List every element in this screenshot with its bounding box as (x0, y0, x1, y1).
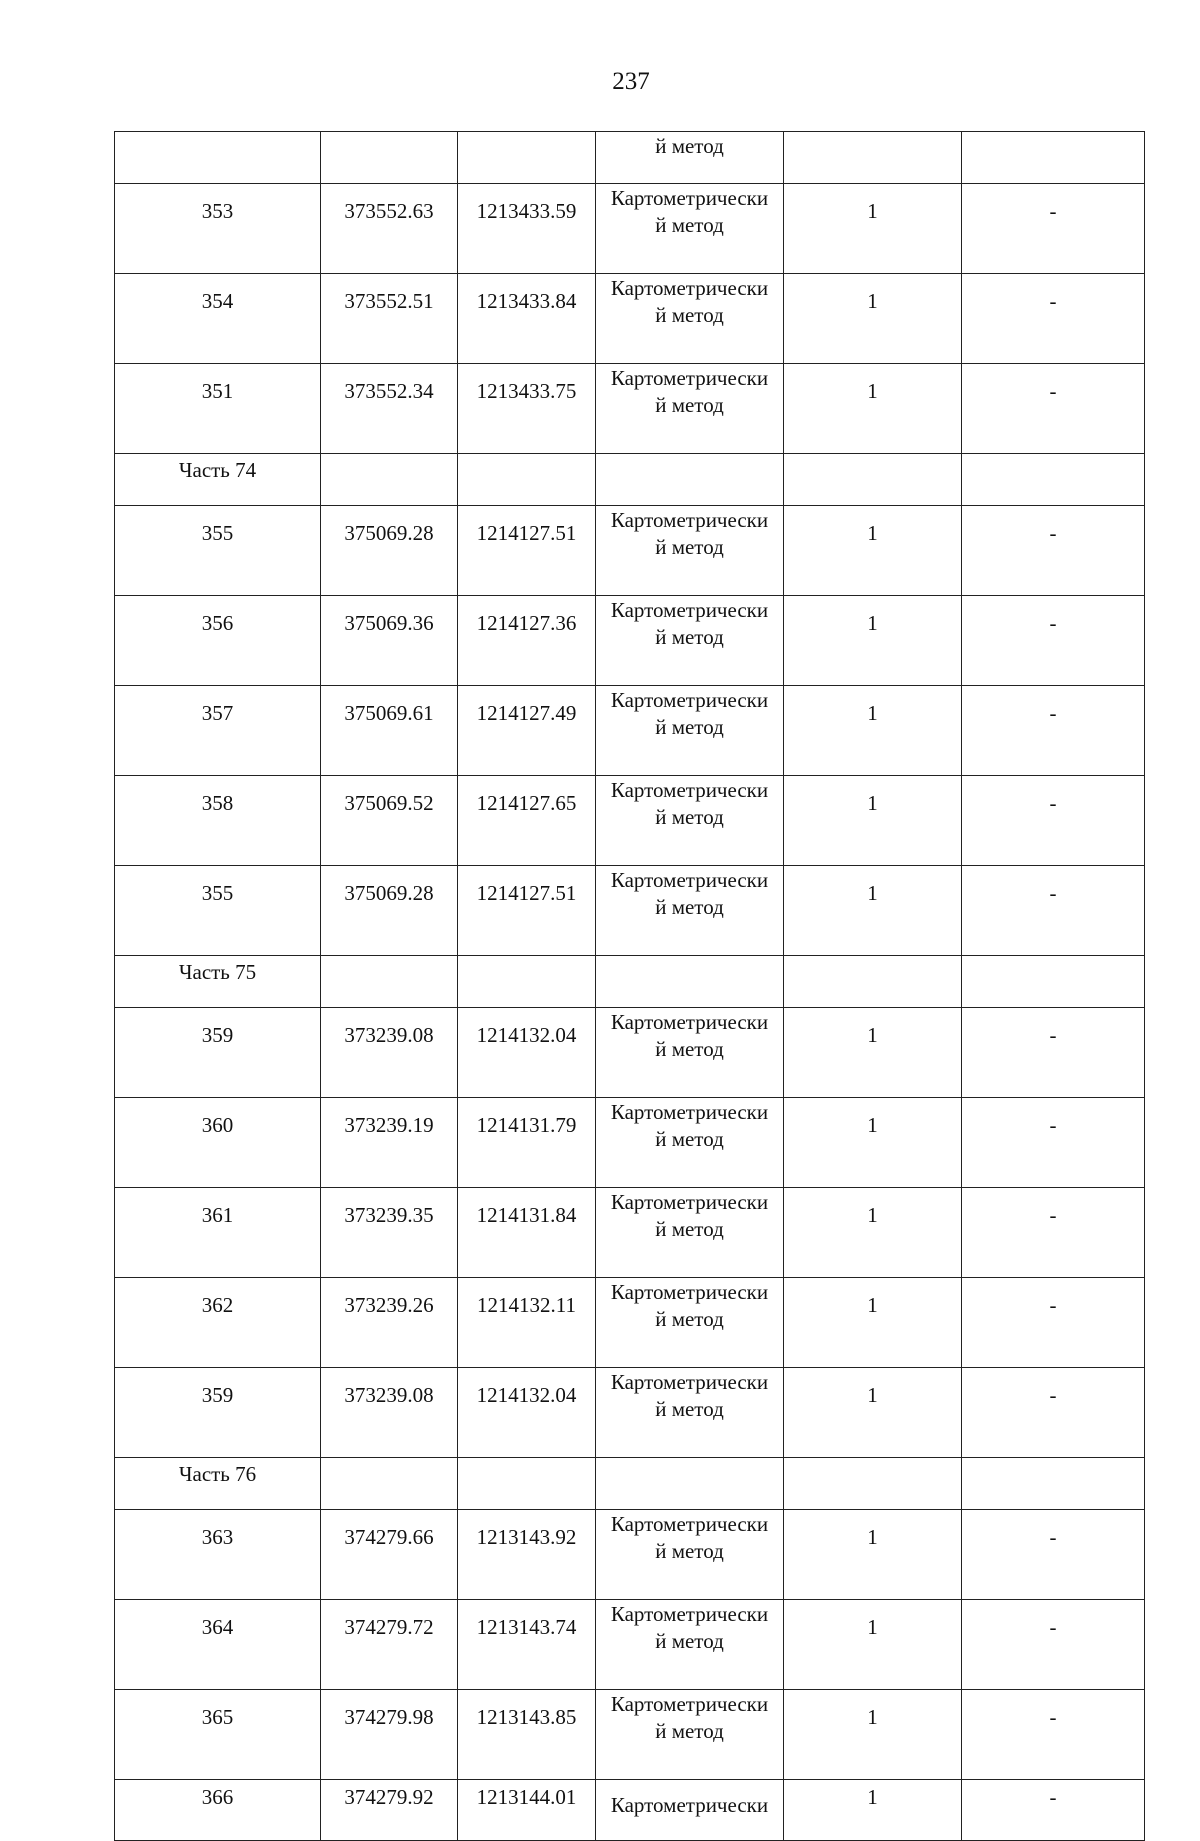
table-row (115, 1780, 1145, 1841)
table-row (115, 506, 1145, 596)
empty-cell (784, 956, 962, 1008)
cell-method (596, 274, 784, 364)
cell-method (596, 1510, 784, 1600)
cell-method (596, 1368, 784, 1458)
table-row (115, 1008, 1145, 1098)
cell-note: - (962, 1098, 1145, 1188)
method-line-1: Картометрически (610, 1370, 769, 1394)
cell-point: 355 (115, 866, 321, 956)
method-line-2: й метод (655, 1629, 724, 1653)
cell-y: 1214127.51 (458, 866, 596, 956)
cell-y: 1213143.74 (458, 1600, 596, 1690)
method-line-1: Картометрически (610, 1602, 769, 1626)
cell-y: 1213144.01 (458, 1780, 596, 1841)
cell-accuracy: 1 (784, 1188, 962, 1278)
method-line-1: Картометрически (610, 1280, 769, 1304)
empty-cell (321, 1458, 458, 1510)
table-row (115, 1278, 1145, 1368)
method-line-2: й метод (655, 1037, 724, 1061)
cell-y: 1213143.92 (458, 1510, 596, 1600)
table-row (115, 274, 1145, 364)
method-line-2: й метод (655, 895, 724, 919)
method-line-2: й метод (655, 1539, 724, 1563)
cell-accuracy: 1 (784, 776, 962, 866)
part-header-row (115, 956, 1145, 1008)
cell-accuracy: 1 (784, 1600, 962, 1690)
method-line-2: й метод (655, 1397, 724, 1421)
cell-y: 1214131.79 (458, 1098, 596, 1188)
cell-y: 1213433.84 (458, 274, 596, 364)
cell-point: 351 (115, 364, 321, 454)
cell-method (596, 1690, 784, 1780)
cell-note: - (962, 1690, 1145, 1780)
cell-accuracy (784, 132, 962, 184)
empty-cell (962, 956, 1145, 1008)
method-line-1: Картометрически (610, 366, 769, 390)
continuation-row (115, 132, 1145, 184)
cell-x: 374279.72 (321, 1600, 458, 1690)
cell-method (596, 776, 784, 866)
cell-accuracy: 1 (784, 596, 962, 686)
cell-x: 375069.61 (321, 686, 458, 776)
coordinates-table (114, 131, 1145, 1841)
table-row (115, 866, 1145, 956)
empty-cell (596, 454, 784, 506)
cell-point: 361 (115, 1188, 321, 1278)
table-row (115, 364, 1145, 454)
method-line-2: й метод (655, 213, 724, 237)
empty-cell (321, 454, 458, 506)
method-line-2: й метод (655, 1127, 724, 1151)
cell-y: 1214127.36 (458, 596, 596, 686)
table-row (115, 1510, 1145, 1600)
empty-cell (962, 1458, 1145, 1510)
cell-x: 374279.66 (321, 1510, 458, 1600)
empty-cell (596, 956, 784, 1008)
cell-point: 362 (115, 1278, 321, 1368)
method-line-2: й метод (655, 1307, 724, 1331)
cell-y: 1213433.59 (458, 184, 596, 274)
method-line-2: й метод (655, 1217, 724, 1241)
page-number: 237 (612, 68, 650, 95)
cell-accuracy: 1 (784, 274, 962, 364)
cell-point: 364 (115, 1600, 321, 1690)
method-line-1: Картометрически (610, 1190, 769, 1214)
cell-y: 1214132.11 (458, 1278, 596, 1368)
table-row (115, 1600, 1145, 1690)
cell-note: - (962, 1008, 1145, 1098)
cell-point: 365 (115, 1690, 321, 1780)
empty-cell (458, 454, 596, 506)
cell-accuracy: 1 (784, 1780, 962, 1841)
part-label: Часть 74 (115, 454, 321, 506)
cell-note: - (962, 776, 1145, 866)
cell-method (596, 1600, 784, 1690)
cell-method (596, 506, 784, 596)
cell-y: 1214127.51 (458, 506, 596, 596)
cell-x: 374279.98 (321, 1690, 458, 1780)
cell-x: 373239.08 (321, 1008, 458, 1098)
method-line-2: й метод (655, 715, 724, 739)
cell-x: 374279.92 (321, 1780, 458, 1841)
method-line-1: Картометрически (610, 508, 769, 532)
cell-accuracy: 1 (784, 1098, 962, 1188)
empty-cell (784, 454, 962, 506)
empty-cell (458, 1458, 596, 1510)
cell-accuracy: 1 (784, 1278, 962, 1368)
method-line-1: Картометрически (610, 276, 769, 300)
cell-y: 1213143.85 (458, 1690, 596, 1780)
cell-method (596, 1188, 784, 1278)
method-line-2: й метод (655, 303, 724, 327)
cell-note: - (962, 1278, 1145, 1368)
method-line-1: Картометрически (610, 688, 769, 712)
cell-method (596, 1098, 784, 1188)
cell-accuracy: 1 (784, 866, 962, 956)
cell-x: 373239.19 (321, 1098, 458, 1188)
cell-note: - (962, 1510, 1145, 1600)
method-line-1: Картометрически (610, 1100, 769, 1124)
method-line-1: Картометрически (610, 598, 769, 622)
cell-point: 360 (115, 1098, 321, 1188)
cell-accuracy: 1 (784, 184, 962, 274)
cell-accuracy: 1 (784, 506, 962, 596)
part-header-row (115, 1458, 1145, 1510)
method-line-2: й метод (655, 535, 724, 559)
cell-point: 353 (115, 184, 321, 274)
cell-method (596, 686, 784, 776)
cell-note: - (962, 1368, 1145, 1458)
table-body (115, 132, 1145, 1841)
cell-method (596, 184, 784, 274)
cell-x: 375069.36 (321, 596, 458, 686)
method-line-1: Картометрически (610, 1010, 769, 1034)
table-row (115, 776, 1145, 866)
cell-x: 375069.52 (321, 776, 458, 866)
cell-note (962, 132, 1145, 184)
cell-note: - (962, 274, 1145, 364)
cell-point: 357 (115, 686, 321, 776)
empty-cell (962, 454, 1145, 506)
cell-point: 355 (115, 506, 321, 596)
table-row (115, 1690, 1145, 1780)
cell-note: - (962, 364, 1145, 454)
cell-y: 1214127.49 (458, 686, 596, 776)
cell-y: 1213433.75 (458, 364, 596, 454)
part-header-row (115, 454, 1145, 506)
method-line-1: Картометрически (610, 1512, 769, 1536)
cell-x: 375069.28 (321, 506, 458, 596)
method-line-1: Картометрически (610, 1793, 769, 1817)
cell-accuracy: 1 (784, 1510, 962, 1600)
cell-point: 359 (115, 1368, 321, 1458)
cell-method (596, 1780, 784, 1841)
cell-x: 373239.26 (321, 1278, 458, 1368)
cell-note: - (962, 1188, 1145, 1278)
method-line-1: Картометрически (610, 868, 769, 892)
cell-accuracy: 1 (784, 1008, 962, 1098)
cell-y: 1214131.84 (458, 1188, 596, 1278)
cell-y: 1214132.04 (458, 1368, 596, 1458)
cell-y: 1214132.04 (458, 1008, 596, 1098)
empty-cell (596, 1458, 784, 1510)
empty-cell (458, 956, 596, 1008)
cell-accuracy: 1 (784, 364, 962, 454)
cell-x: 373552.51 (321, 274, 458, 364)
cell-method (596, 1008, 784, 1098)
cell-point: 363 (115, 1510, 321, 1600)
empty-cell (321, 956, 458, 1008)
cell-x: 373239.35 (321, 1188, 458, 1278)
method-line-1: Картометрически (610, 186, 769, 210)
table-row (115, 1188, 1145, 1278)
method-line-2: й метод (655, 393, 724, 417)
cell-y: 1214127.65 (458, 776, 596, 866)
cell-x (321, 132, 458, 184)
table-row (115, 1098, 1145, 1188)
cell-point: 356 (115, 596, 321, 686)
method-line-2: й метод (655, 625, 724, 649)
cell-x: 373552.34 (321, 364, 458, 454)
table-row (115, 184, 1145, 274)
cell-accuracy: 1 (784, 1690, 962, 1780)
method-line-1: Картометрически (610, 1692, 769, 1716)
cell-note: - (962, 506, 1145, 596)
cell-method (596, 866, 784, 956)
table-row (115, 1368, 1145, 1458)
method-line-2: й метод (655, 805, 724, 829)
cell-method (596, 364, 784, 454)
cell-point: 359 (115, 1008, 321, 1098)
cell-note: - (962, 596, 1145, 686)
cell-x: 375069.28 (321, 866, 458, 956)
cell-accuracy: 1 (784, 1368, 962, 1458)
cell-method (596, 1278, 784, 1368)
cell-y (458, 132, 596, 184)
cell-note: - (962, 1780, 1145, 1841)
part-label: Часть 76 (115, 1458, 321, 1510)
table-row (115, 686, 1145, 776)
table-row (115, 596, 1145, 686)
cell-note: - (962, 1600, 1145, 1690)
cell-method: й метод (596, 132, 784, 184)
cell-point (115, 132, 321, 184)
cell-x: 373552.63 (321, 184, 458, 274)
cell-method (596, 596, 784, 686)
cell-note: - (962, 866, 1145, 956)
cell-note: - (962, 184, 1145, 274)
cell-x: 373239.08 (321, 1368, 458, 1458)
cell-note: - (962, 686, 1145, 776)
cell-point: 354 (115, 274, 321, 364)
part-label: Часть 75 (115, 956, 321, 1008)
method-line-1: Картометрически (610, 778, 769, 802)
method-line-2: й метод (655, 1719, 724, 1743)
cell-point: 358 (115, 776, 321, 866)
cell-accuracy: 1 (784, 686, 962, 776)
empty-cell (784, 1458, 962, 1510)
cell-point: 366 (115, 1780, 321, 1841)
